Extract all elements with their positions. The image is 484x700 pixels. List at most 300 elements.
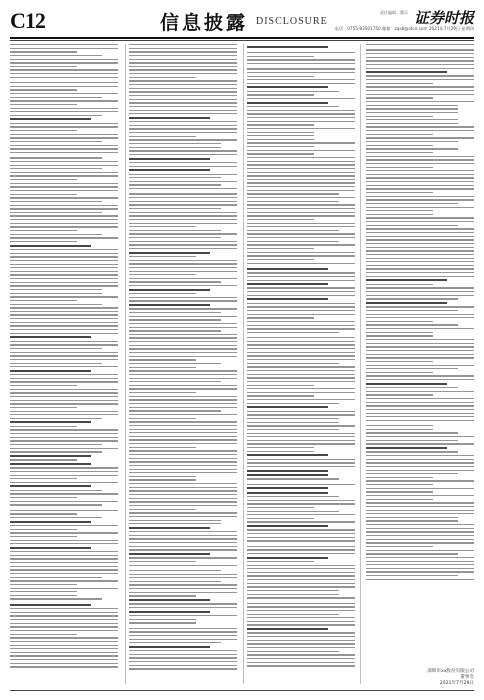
text-line xyxy=(10,630,118,631)
board-signature: 董事会 xyxy=(460,675,474,680)
text-line xyxy=(10,223,118,224)
text-line xyxy=(366,375,474,376)
text-line xyxy=(247,190,355,191)
text-line xyxy=(10,414,118,415)
text-line xyxy=(10,215,118,216)
text-line xyxy=(247,553,355,554)
text-line xyxy=(247,406,328,408)
text-line xyxy=(10,471,118,472)
text-line xyxy=(366,57,474,58)
text-line xyxy=(247,280,355,281)
text-line xyxy=(366,436,474,437)
text-line xyxy=(10,637,118,638)
text-line xyxy=(129,635,237,636)
text-line xyxy=(247,363,339,364)
text-line xyxy=(247,447,314,448)
text-line xyxy=(10,521,91,523)
text-line xyxy=(247,139,314,140)
text-line xyxy=(366,440,458,441)
text-line xyxy=(129,399,237,400)
text-line xyxy=(129,584,237,585)
text-line xyxy=(10,598,102,599)
text-line xyxy=(129,461,237,462)
text-line xyxy=(10,595,77,596)
text-line xyxy=(129,549,237,550)
text-line xyxy=(247,377,355,378)
text-line xyxy=(129,256,196,257)
text-line xyxy=(129,603,237,604)
text-line xyxy=(247,484,355,485)
text-line xyxy=(366,119,458,120)
text-line xyxy=(129,356,237,357)
text-line xyxy=(247,492,328,494)
text-line xyxy=(129,91,237,92)
text-line xyxy=(129,574,237,575)
text-line xyxy=(366,455,474,456)
text-line xyxy=(129,370,237,371)
text-line xyxy=(366,295,474,296)
text-line xyxy=(10,137,118,138)
text-line xyxy=(366,49,474,50)
text-line xyxy=(247,647,355,648)
text-line xyxy=(129,425,237,426)
text-line xyxy=(247,496,339,497)
text-line xyxy=(10,400,118,401)
text-line xyxy=(10,341,118,342)
text-line xyxy=(129,244,237,245)
text-line xyxy=(10,577,102,578)
text-line xyxy=(10,77,118,78)
text-line xyxy=(10,89,77,90)
text-line xyxy=(10,226,118,227)
text-column-2 xyxy=(129,44,237,684)
text-line xyxy=(129,154,237,155)
text-line xyxy=(366,108,458,109)
text-line xyxy=(366,258,474,259)
text-line xyxy=(247,568,355,569)
text-line xyxy=(10,612,118,613)
text-line xyxy=(10,118,91,120)
text-line xyxy=(366,561,474,562)
text-line xyxy=(366,510,474,511)
text-line xyxy=(129,523,221,524)
text-line xyxy=(129,367,196,368)
text-line xyxy=(366,207,474,208)
text-line xyxy=(247,487,328,489)
text-line xyxy=(247,436,355,437)
text-line xyxy=(247,474,328,476)
text-line xyxy=(366,432,458,433)
footer-rule xyxy=(10,690,474,691)
text-line xyxy=(10,588,118,589)
text-line xyxy=(129,99,237,100)
column-divider xyxy=(243,44,244,684)
text-line xyxy=(247,414,355,415)
text-line xyxy=(129,414,237,415)
text-line xyxy=(366,470,474,471)
text-line xyxy=(129,132,237,133)
text-line xyxy=(366,409,474,410)
text-line xyxy=(129,542,237,543)
text-line xyxy=(366,268,474,269)
text-line xyxy=(366,402,474,403)
text-line xyxy=(10,190,118,191)
text-line xyxy=(129,588,237,589)
text-line xyxy=(366,152,433,153)
text-line xyxy=(10,626,118,627)
text-line xyxy=(10,194,77,195)
text-line xyxy=(247,76,314,77)
text-line xyxy=(247,575,355,576)
text-line xyxy=(129,66,237,67)
text-line xyxy=(366,254,474,255)
text-line xyxy=(129,106,237,107)
text-line xyxy=(129,483,237,484)
text-line xyxy=(129,139,237,140)
text-line xyxy=(129,337,237,338)
text-line xyxy=(247,385,314,386)
text-line xyxy=(247,654,355,655)
text-line xyxy=(10,389,118,390)
text-line xyxy=(366,550,474,551)
text-line xyxy=(247,651,339,652)
text-line xyxy=(366,314,474,315)
text-line xyxy=(10,348,102,349)
text-line xyxy=(129,494,237,495)
text-line xyxy=(366,466,474,467)
text-line xyxy=(10,540,118,541)
text-line xyxy=(10,130,77,131)
text-line xyxy=(366,553,458,554)
text-line xyxy=(247,583,355,584)
text-line xyxy=(366,357,474,358)
text-line xyxy=(10,329,118,330)
text-line xyxy=(10,558,118,559)
text-line xyxy=(129,128,237,129)
text-line xyxy=(10,525,118,526)
text-line xyxy=(247,665,355,666)
text-line xyxy=(129,162,237,163)
text-line xyxy=(129,169,210,171)
text-line xyxy=(129,476,196,477)
text-line xyxy=(247,182,355,183)
text-line xyxy=(247,341,355,342)
text-line xyxy=(10,615,118,616)
text-line xyxy=(247,226,355,227)
text-line xyxy=(129,407,237,408)
text-line xyxy=(129,565,237,566)
text-line xyxy=(10,475,118,476)
text-line xyxy=(10,336,91,338)
text-line xyxy=(129,208,221,209)
text-line xyxy=(366,405,474,406)
text-line xyxy=(366,484,433,485)
text-line xyxy=(366,302,447,304)
text-line xyxy=(366,524,474,525)
text-line xyxy=(129,642,221,643)
text-line xyxy=(247,443,355,444)
text-line xyxy=(10,186,118,187)
text-line xyxy=(366,346,474,347)
text-line xyxy=(247,557,328,559)
text-line xyxy=(247,276,355,277)
text-line xyxy=(10,510,118,511)
text-column-1 xyxy=(10,44,118,684)
text-line xyxy=(247,233,355,234)
text-line xyxy=(366,383,447,385)
text-line xyxy=(10,359,118,360)
text-line xyxy=(129,48,237,49)
text-line xyxy=(10,426,77,427)
text-line xyxy=(366,203,458,204)
text-line xyxy=(129,312,221,313)
text-line xyxy=(247,146,314,147)
text-line xyxy=(247,193,339,194)
text-line xyxy=(10,307,118,308)
text-line xyxy=(129,274,196,275)
text-line xyxy=(247,451,314,452)
text-line xyxy=(366,291,474,292)
text-line xyxy=(129,599,210,601)
text-line xyxy=(247,255,355,256)
text-line xyxy=(366,368,458,369)
text-line xyxy=(129,308,237,309)
text-line xyxy=(10,459,77,460)
text-line xyxy=(247,230,339,231)
text-line xyxy=(247,63,355,64)
text-line xyxy=(247,425,355,426)
text-line xyxy=(366,217,474,218)
text-line xyxy=(247,500,355,501)
text-line xyxy=(366,261,474,262)
text-line xyxy=(10,497,77,498)
text-line xyxy=(247,328,355,329)
text-line xyxy=(366,214,433,215)
text-line xyxy=(247,244,355,245)
text-line xyxy=(247,662,355,663)
article-columns xyxy=(10,44,474,684)
text-line xyxy=(247,153,314,154)
text-line xyxy=(366,134,433,135)
text-line xyxy=(366,279,447,281)
text-line xyxy=(10,311,118,312)
text-line xyxy=(129,472,237,473)
text-line xyxy=(247,537,355,538)
text-line xyxy=(247,403,339,404)
text-line xyxy=(129,531,237,532)
text-line xyxy=(366,491,433,492)
text-line xyxy=(247,565,355,566)
text-line xyxy=(129,498,237,499)
text-line xyxy=(366,443,474,444)
text-line xyxy=(10,108,118,109)
text-line xyxy=(247,252,355,253)
text-line xyxy=(10,440,118,441)
text-line xyxy=(366,502,474,503)
text-line xyxy=(10,165,118,166)
text-line xyxy=(129,654,237,655)
text-line xyxy=(129,226,196,227)
text-line xyxy=(129,381,221,382)
text-line xyxy=(247,643,355,644)
text-line xyxy=(366,579,474,580)
text-line xyxy=(129,80,237,81)
text-line xyxy=(366,413,474,414)
text-line xyxy=(366,163,474,164)
text-line xyxy=(247,135,314,136)
text-line xyxy=(247,422,339,423)
text-line xyxy=(366,513,474,514)
text-line xyxy=(10,421,91,423)
text-line xyxy=(366,332,433,333)
text-line xyxy=(129,607,237,608)
text-line xyxy=(247,197,355,198)
text-line xyxy=(10,532,118,533)
text-line xyxy=(10,543,118,544)
text-line xyxy=(366,343,474,344)
text-line xyxy=(10,249,118,250)
text-line xyxy=(247,561,314,562)
text-line xyxy=(247,215,355,216)
text-line xyxy=(10,325,118,326)
text-line xyxy=(10,157,102,158)
text-line xyxy=(366,137,474,138)
text-line xyxy=(247,113,355,114)
text-line xyxy=(10,490,102,491)
text-line xyxy=(247,381,355,382)
text-line xyxy=(129,88,237,89)
text-line xyxy=(247,110,355,111)
text-line xyxy=(366,192,433,193)
text-line xyxy=(366,517,458,518)
text-line xyxy=(10,183,118,184)
text-line xyxy=(129,117,210,119)
text-line xyxy=(247,624,355,625)
text-line xyxy=(129,348,237,349)
text-line xyxy=(366,420,474,421)
text-line xyxy=(129,520,221,521)
text-line xyxy=(129,323,237,324)
text-line xyxy=(129,454,237,455)
text-line xyxy=(366,236,474,237)
text-line xyxy=(10,69,118,70)
text-line xyxy=(129,252,210,254)
text-line xyxy=(366,416,474,417)
text-line xyxy=(366,328,474,329)
section-title-english: DISCLOSURE xyxy=(256,16,328,27)
text-line xyxy=(247,636,355,637)
text-line xyxy=(129,215,237,216)
text-line xyxy=(247,590,339,591)
text-line xyxy=(10,529,77,530)
text-line xyxy=(10,82,118,83)
text-line xyxy=(366,243,474,244)
text-line xyxy=(247,514,355,515)
text-line xyxy=(10,267,118,268)
text-line xyxy=(366,177,474,178)
text-line xyxy=(10,333,118,334)
text-line xyxy=(247,179,355,180)
text-line xyxy=(10,115,102,116)
text-line xyxy=(366,535,474,536)
text-line xyxy=(129,197,237,198)
text-line xyxy=(129,44,237,45)
text-line xyxy=(10,212,102,213)
text-line xyxy=(366,391,474,392)
text-line xyxy=(10,253,118,254)
text-line xyxy=(366,156,474,157)
text-line xyxy=(366,53,474,54)
text-line xyxy=(247,150,355,151)
text-line xyxy=(366,354,474,355)
text-line xyxy=(10,134,118,135)
text-line xyxy=(129,436,237,437)
text-line xyxy=(129,378,237,379)
text-line xyxy=(129,241,237,242)
text-line xyxy=(10,172,118,173)
text-line xyxy=(366,94,474,95)
text-line xyxy=(247,124,314,125)
text-line xyxy=(10,608,118,609)
text-line xyxy=(129,595,196,596)
text-line xyxy=(366,112,458,113)
text-line xyxy=(10,641,118,642)
text-line xyxy=(10,205,118,206)
text-line xyxy=(366,429,433,430)
text-line xyxy=(10,396,118,397)
text-line xyxy=(129,410,221,411)
text-line xyxy=(10,141,102,142)
text-line xyxy=(247,388,355,389)
text-line xyxy=(10,208,118,209)
text-line xyxy=(10,237,118,238)
text-line xyxy=(129,300,237,301)
text-line xyxy=(10,645,118,646)
text-line xyxy=(129,487,237,488)
text-line xyxy=(366,90,474,91)
text-line xyxy=(129,267,237,268)
text-line xyxy=(247,86,328,88)
text-line xyxy=(129,429,237,430)
text-line xyxy=(129,285,237,286)
text-line xyxy=(129,668,237,669)
text-line xyxy=(10,433,118,434)
text-line xyxy=(247,175,355,176)
text-line xyxy=(129,69,237,70)
text-line xyxy=(10,378,118,379)
text-line xyxy=(129,95,237,96)
text-line xyxy=(10,547,91,549)
text-line xyxy=(10,655,118,656)
text-line xyxy=(247,395,314,396)
text-line xyxy=(366,506,474,507)
text-line xyxy=(366,568,474,569)
text-line xyxy=(366,287,474,288)
text-line xyxy=(247,546,355,547)
text-line xyxy=(10,230,77,231)
text-line xyxy=(247,219,314,220)
text-line xyxy=(129,334,237,335)
text-line xyxy=(366,228,474,229)
text-line xyxy=(10,271,118,272)
text-line xyxy=(247,212,355,213)
text-line xyxy=(366,542,474,543)
text-line xyxy=(129,62,237,63)
text-line xyxy=(366,520,458,521)
text-line xyxy=(247,344,355,345)
text-line xyxy=(129,439,237,440)
text-line xyxy=(247,161,355,162)
